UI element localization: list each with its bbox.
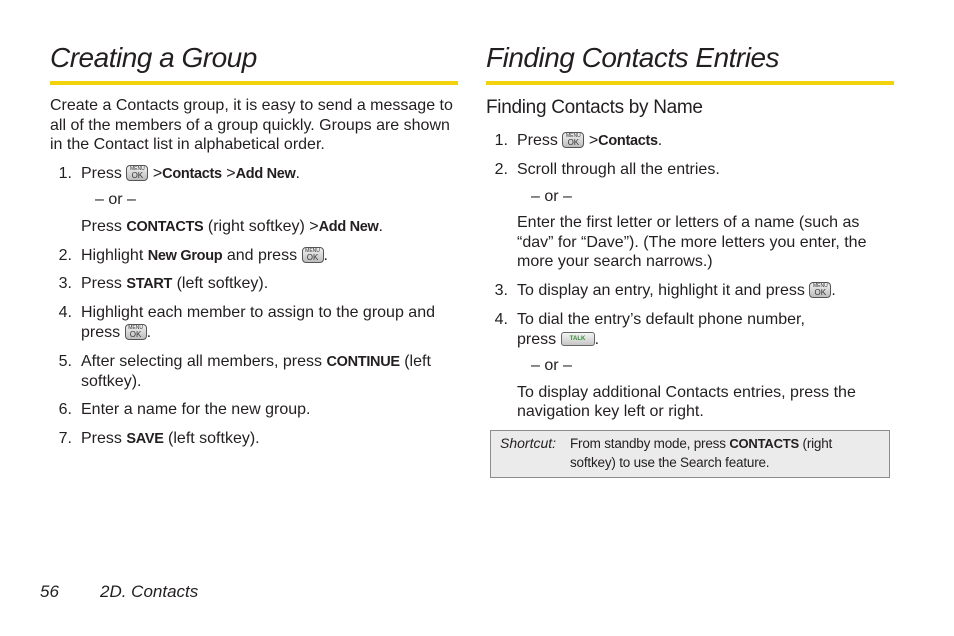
section-title-creating-group: Creating a Group [50,42,257,73]
shortcut-label: Shortcut: [500,435,557,451]
step-number: 1. [494,132,508,149]
step-4-line1: Highlight each member to assign to the group and [81,304,435,321]
step-3: Press START (left softkey). [81,275,269,292]
step-6: Enter a name for the new group. [81,401,311,418]
step-5-line2: softkey). [81,373,142,390]
step-number: 7. [58,430,72,447]
talk-key-icon: TALK [561,332,595,346]
find-step-4-alt-line1: To display additional Contacts entries, press the [517,384,856,401]
step-number: 4. [58,304,72,321]
step-5-line1: After selecting all members, press CONTINUE (left [81,353,431,370]
find-step-2-alt-line2: “dav” for “Dave”). (The more letters you enter, the [517,234,867,251]
find-step-2: Scroll through all the entries. [517,161,720,178]
menu-ok-key-icon: MENU OK [302,247,324,263]
find-step-3: To display an entry, highlight it and press MENU OK . [517,282,836,299]
step-number: 5. [58,353,72,370]
intro-paragraph: Create a Contacts group, it is easy to send a message to all of the members of a group quickly. Groups are shown in the Contact list in alphabetical order. [50,97,453,153]
find-step-4-alt-line2: navigation key left or right. [517,403,704,420]
or-divider: – or – [531,357,572,374]
find-step-1: Press MENU OK >Contacts. [517,132,663,149]
step-number: 2. [58,247,72,264]
step-number: 1. [58,165,72,182]
step-1-alt: Press CONTACTS (right softkey) >Add New. [81,218,383,235]
title-rule [50,81,458,85]
find-step-2-alt-line1: Enter the first letter or letters of a name (such as [517,214,860,231]
page-number: 56 [40,582,59,601]
or-divider: – or – [531,188,572,205]
step-number: 6. [58,401,72,418]
menu-ok-key-icon: MENU OK [809,282,831,298]
subhead-finding-by-name: Finding Contacts by Name [486,97,703,118]
menu-ok-key-icon: MENU OK [126,165,148,181]
step-number: 3. [58,275,72,292]
find-step-4-line2: press TALK . [517,331,600,348]
find-step-4-line1: To dial the entry’s default phone number, [517,311,805,328]
step-number: 2. [494,161,508,178]
menu-ok-key-icon: MENU OK [562,132,584,148]
step-number: 4. [494,311,508,328]
step-2: Highlight New Group and press MENU OK . [81,247,328,264]
step-7: Press SAVE (left softkey). [81,430,260,447]
shortcut-text: From standby mode, press CONTACTS (right softkey) to use the Search feature. [570,436,833,470]
step-1: Press MENU OK >Contacts >Add New. [81,165,300,182]
footer-section: 2D. Contacts [100,582,199,601]
step-4-line2: press MENU OK . [81,324,152,341]
section-title-finding-entries: Finding Contacts Entries [486,42,780,73]
menu-ok-key-icon: MENU OK [125,324,147,340]
or-divider: – or – [95,191,136,208]
shortcut-box [490,430,890,478]
find-step-2-alt-line3: more your search narrows.) [517,253,713,270]
title-rule [486,81,894,85]
step-number: 3. [494,282,508,299]
